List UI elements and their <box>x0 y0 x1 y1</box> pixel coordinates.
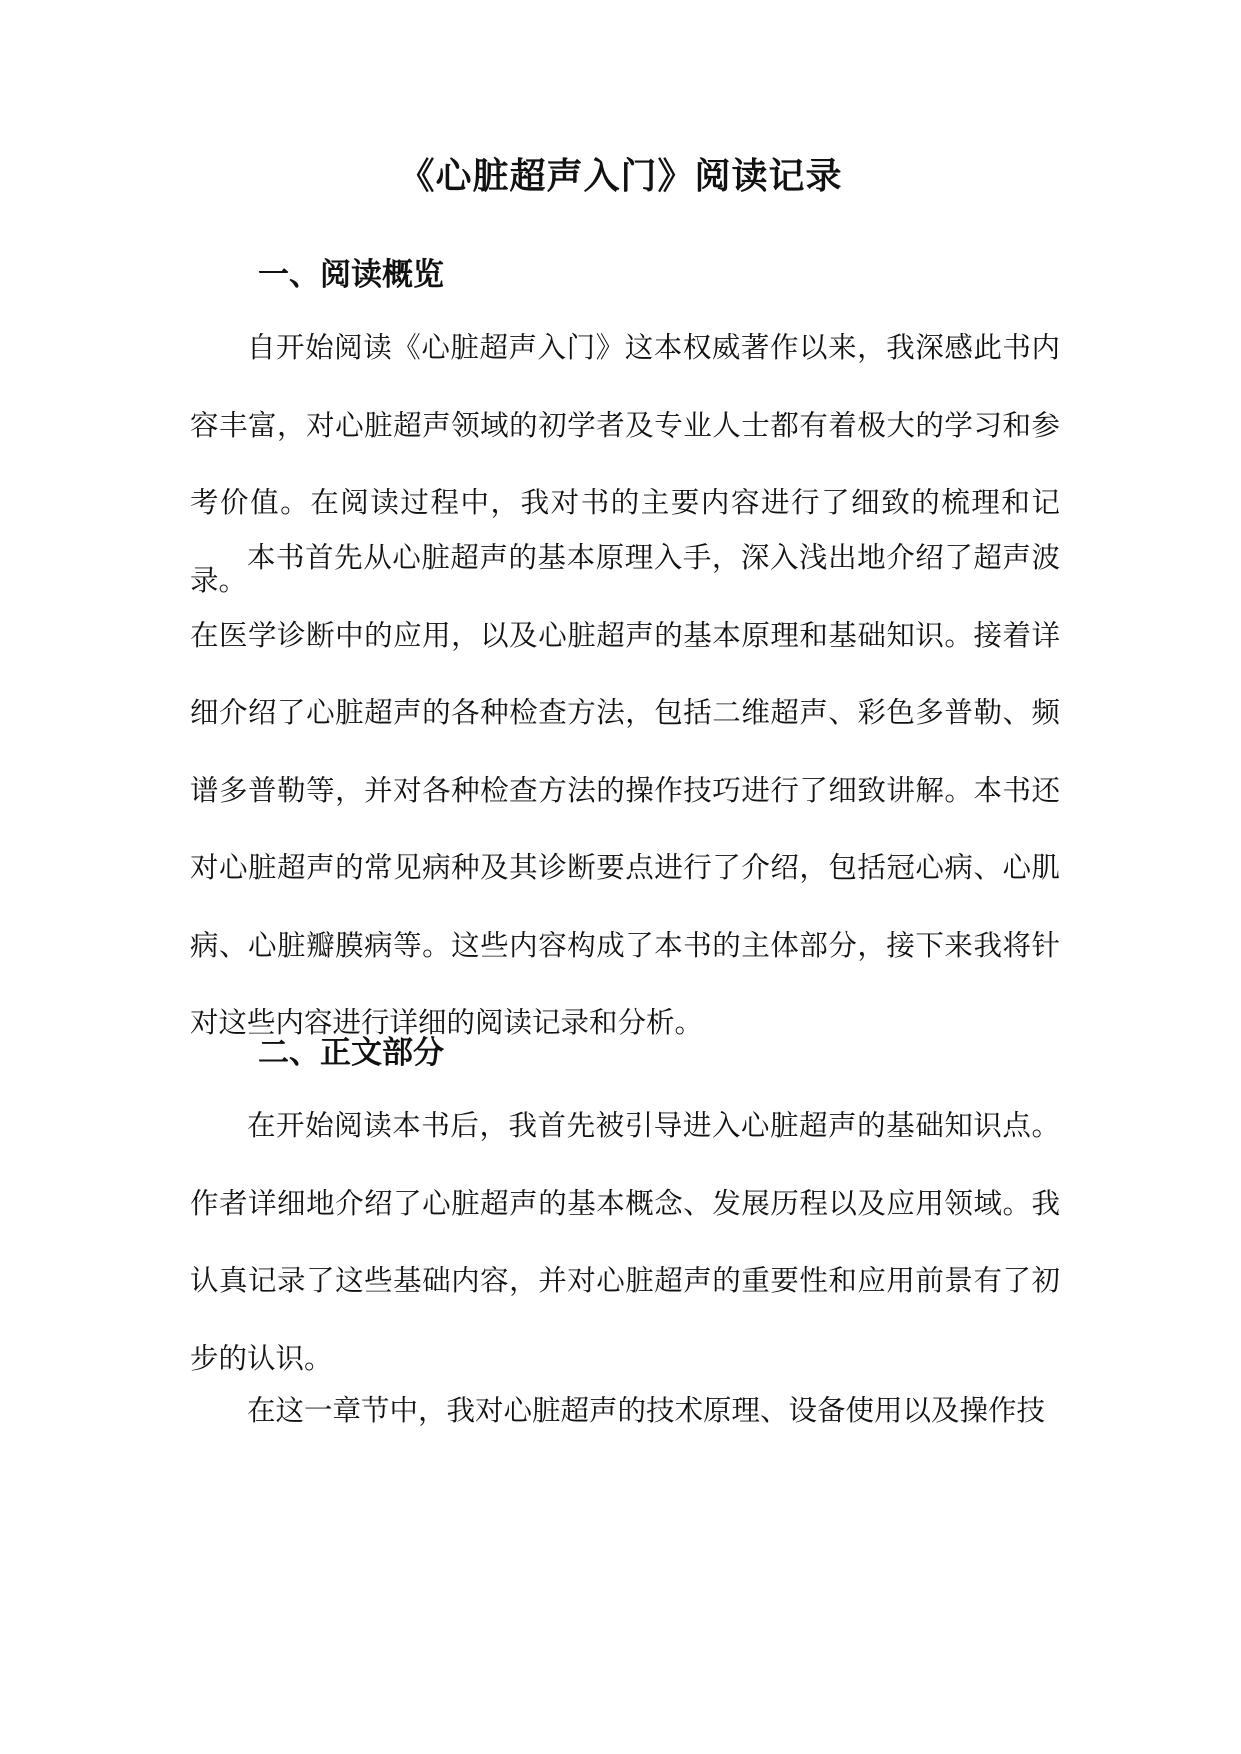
section-heading-main-text: 二、正文部分 <box>258 1035 444 1071</box>
section-heading-overview: 一、阅读概览 <box>258 257 444 293</box>
paragraph-main-1: 在开始阅读本书后，我首先被引导进入心脏超声的基础知识点。作者详细地介绍了心脏超声的基本概念、发展历程以及应用领域。我认真记录了这些基础内容，并对心脏超声的重要性和应用前景有了初步的认识。 <box>190 1109 1060 1375</box>
document-title: 《心脏超声入门》阅读记录 <box>398 155 843 197</box>
paragraph-overview-1: 自开始阅读《心脏超声入门》这本权威著作以来，我深感此书内容丰富，对心脏超声领域的初学者及专业人士都有着极大的学习和参考价值。在阅读过程中，我对书的主要内容进行了细致的梳理和记录。 <box>190 331 1060 597</box>
paragraph-main-2: 在这一章节中，我对心脏超声的技术原理、设备使用以及操作技 <box>247 1394 1046 1427</box>
paragraph-overview-2: 本书首先从心脏超声的基本原理入手，深入浅出地介绍了超声波在医学诊断中的应用，以及心脏超声的基本原理和基础知识。接着详细介绍了心脏超声的各种检查方法，包括二维超声、彩色多普勒、频谱多普勒等，并对各种检查方法的操作技巧进行了细致讲解。本书还对心脏超声的常见病种及其诊断要点进行了介绍，包括冠心病、心肌病、心脏瓣膜病等。这些内容构成了本书的主体部分，接下来我将针对这些内容进行详细的阅读记录和分析。 <box>190 541 1060 1039</box>
